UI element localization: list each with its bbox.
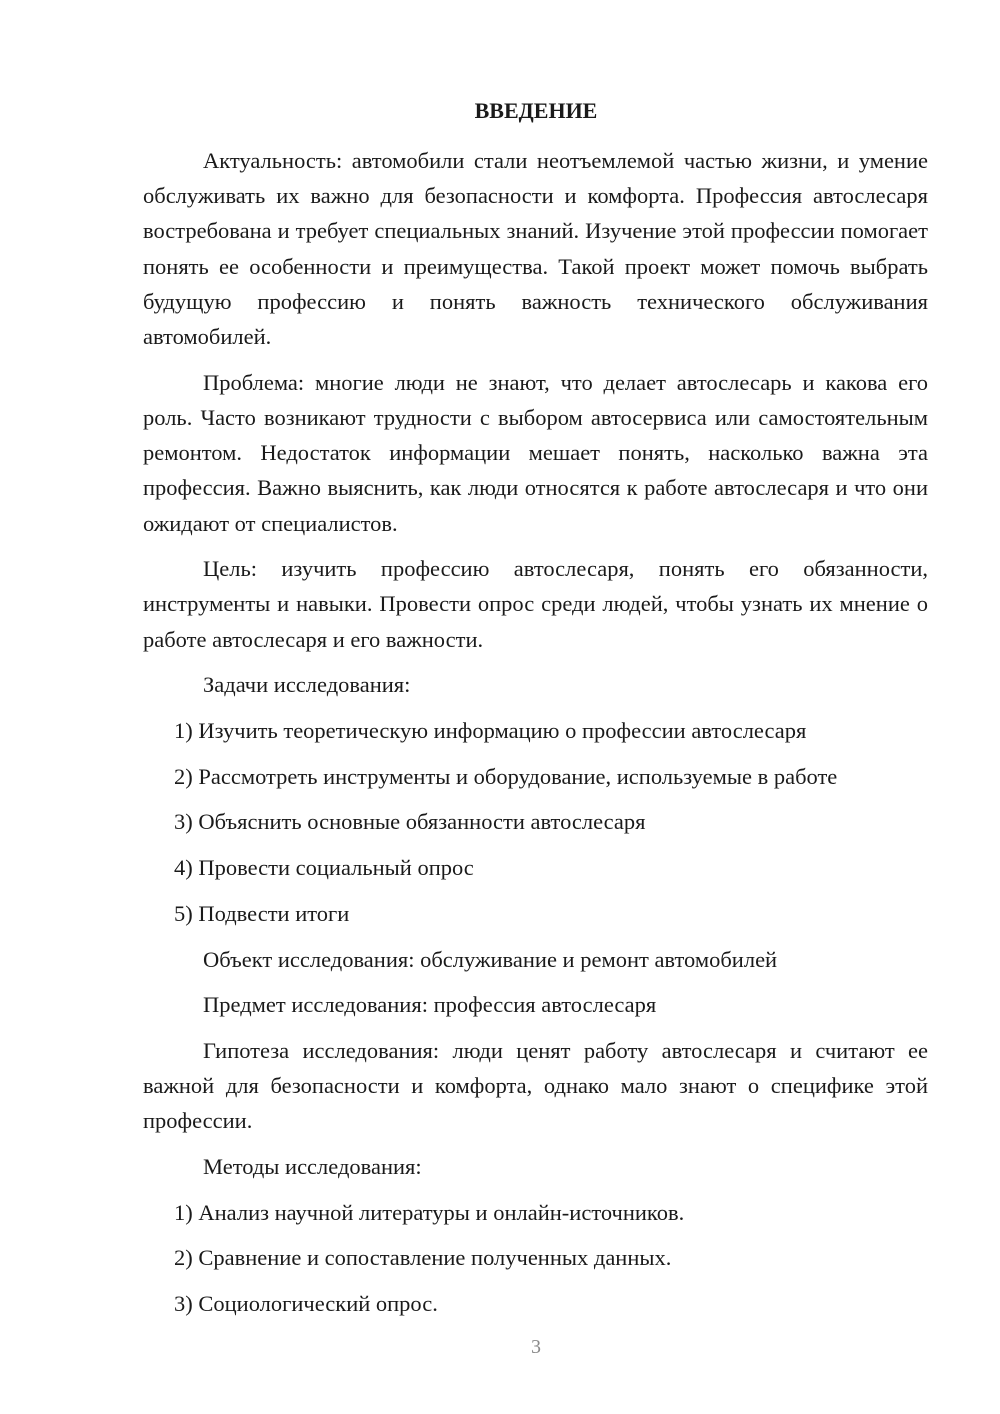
list-item: 3) Объяснить основные обязанности автослесаря xyxy=(174,809,646,835)
list-item: 1) Анализ научной литературы и онлайн-источников. xyxy=(174,1199,685,1225)
list-item: 2) Сравнение и сопоставление полученных данных. xyxy=(174,1245,672,1271)
page-number: 3 xyxy=(531,1336,541,1358)
methods-list xyxy=(143,1195,928,1322)
list-item: 1) Изучить теоретическую информацию о профессии автослесаря xyxy=(174,718,807,744)
tasks-heading: Задачи исследования: xyxy=(203,672,411,698)
list-item: 4) Провести социальный опрос xyxy=(174,855,474,881)
hypothesis-paragraph: Гипотеза исследования: люди ценят работу автослесаря и считают ее важной для безопасности и комфорта, однако мало знают о специфике этой профессии. xyxy=(143,1037,928,1134)
methods-heading: Методы исследования: xyxy=(203,1154,422,1180)
object-paragraph: Объект исследования: обслуживание и ремонт автомобилей xyxy=(203,946,778,972)
relevance-paragraph: Актуальность: автомобили стали неотъемлемой частью жизни, и умение обслуживать их важно для безопасности и комфорта. Профессия автослесаря востребована и требует специальных знаний. Изучение этой профессии помогает понять ее особенности и преимущества. Такой проект может помочь выбрать будущую профессию и понять важность технического обслуживания автомобилей. xyxy=(143,148,928,350)
subject-paragraph: Предмет исследования: профессия автослесаря xyxy=(203,992,657,1018)
list-item: 5) Подвести итоги xyxy=(174,900,350,926)
list-item: 2) Рассмотреть инструменты и оборудование, используемые в работе xyxy=(174,763,838,789)
tasks-list xyxy=(143,713,928,931)
section-heading: ВВЕДЕНИЕ xyxy=(474,98,598,123)
goal-paragraph: Цель: изучить профессию автослесаря, понять его обязанности, инструменты и навыки. Провести опрос среди людей, чтобы узнать их мнение о работе автослесаря и его важности. xyxy=(143,556,928,652)
body-text xyxy=(143,143,928,1332)
problem-paragraph: Проблема: многие люди не знают, что делает автослесарь и какова его роль. Часто возникают трудности с выбором автосервиса или самостоятельным ремонтом. Недостаток информации мешает понять, насколько важна эта профессия. Важно выяснить, как люди относятся к работе автослесаря и что они ожидают от специалистов. xyxy=(143,369,928,536)
list-item: 3) Социологический опрос. xyxy=(174,1291,438,1317)
